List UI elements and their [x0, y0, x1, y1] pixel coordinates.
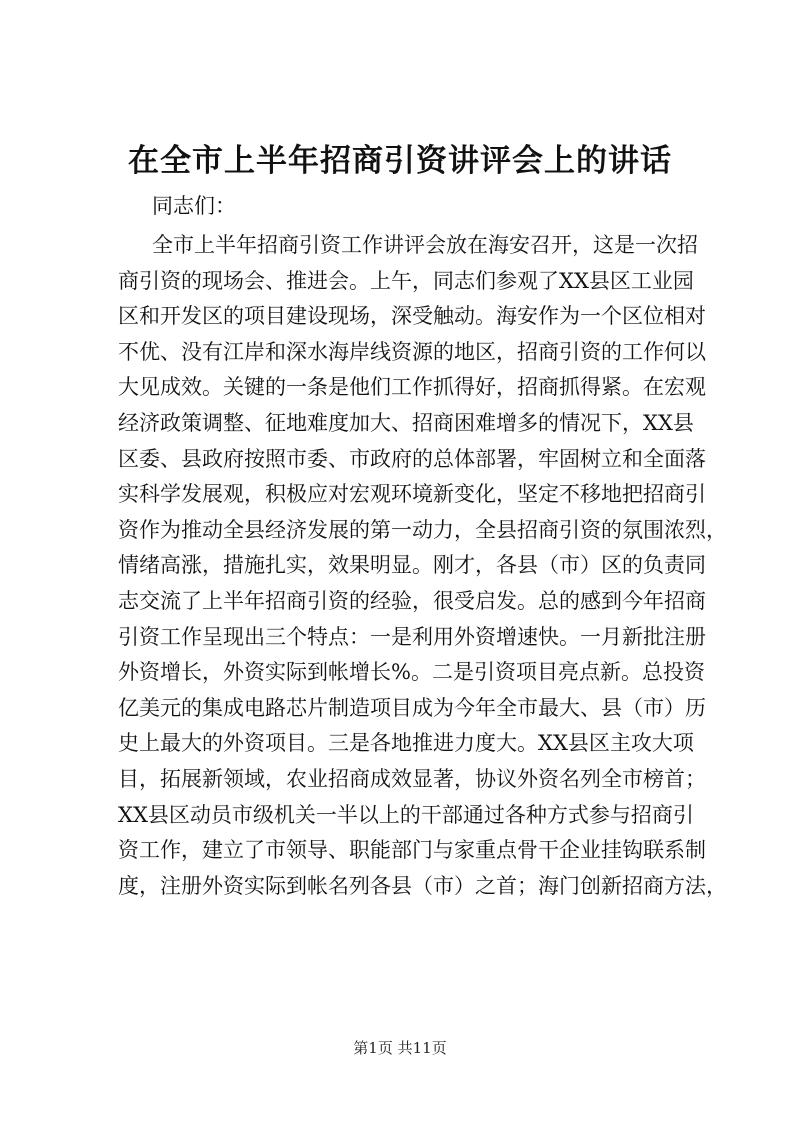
- greeting: 同志们：: [152, 194, 236, 218]
- paragraph-line: 商引资的现场会、推进会。上午，同志们参观了XX县区工业园: [118, 268, 694, 293]
- paragraph-line: 经济政策调整、征地难度加大、招商困难增多的情况下，XX县: [118, 410, 694, 435]
- paragraph-line: 史上最大的外资项目。三是各地推进力度大。XX县区主攻大项: [118, 731, 694, 756]
- paragraph-line: 外资增长，外资实际到帐增长%。二是引资项目亮点新。总投资: [118, 660, 705, 685]
- paragraph-line: XX县区动员市级机关一半以上的干部通过各种方式参与招商引: [118, 802, 694, 827]
- page-number-footer: 第1页 共11页: [353, 1039, 447, 1057]
- body-paragraph: [118, 228, 727, 904]
- paragraph-line: 引资工作呈现出三个特点：一是利用外资增速快。一月新批注册: [118, 624, 706, 649]
- paragraph-line: 志交流了上半年招商引资的经验，很受启发。总的感到今年招商: [118, 588, 706, 613]
- paragraph-line: 全市上半年招商引资工作讲评会放在海安召开，这是一次招: [152, 233, 698, 257]
- paragraph-line: 区和开发区的项目建设现场，深受触动。海安作为一个区位相对: [118, 304, 706, 329]
- document-title: 在全市上半年招商引资讲评会上的讲话: [128, 143, 672, 179]
- paragraph-line: 情绪高涨，措施扎实，效果明显。刚才，各县（市）区的负责同: [118, 553, 706, 578]
- paragraph-line: 实科学发展观，积极应对宏观环境新变化，坚定不移地把招商引: [118, 482, 706, 507]
- paragraph-line: 不优、没有江岸和深水海岸线资源的地区，招商引资的工作何以: [118, 339, 706, 364]
- paragraph-line: 资工作，建立了市领导、职能部门与家重点骨干企业挂钩联系制: [118, 838, 706, 863]
- paragraph-line: 资作为推动全县经济发展的第一动力，全县招商引资的氛围浓烈，: [118, 517, 727, 542]
- paragraph-line: 大见成效。关键的一条是他们工作抓得好，招商抓得紧。在宏观: [118, 375, 706, 400]
- paragraph-line: 目，拓展新领域，农业招商成效显著，协议外资名列全市榜首；: [118, 766, 706, 791]
- paragraph-line: 亿美元的集成电路芯片制造项目成为今年全市最大、县（市）历: [118, 695, 706, 720]
- paragraph-line: 度，注册外资实际到帐名列各县（市）之首；海门创新招商方法，: [118, 873, 727, 898]
- paragraph-line: 区委、县政府按照市委、市政府的总体部署，牢固树立和全面落: [118, 446, 706, 471]
